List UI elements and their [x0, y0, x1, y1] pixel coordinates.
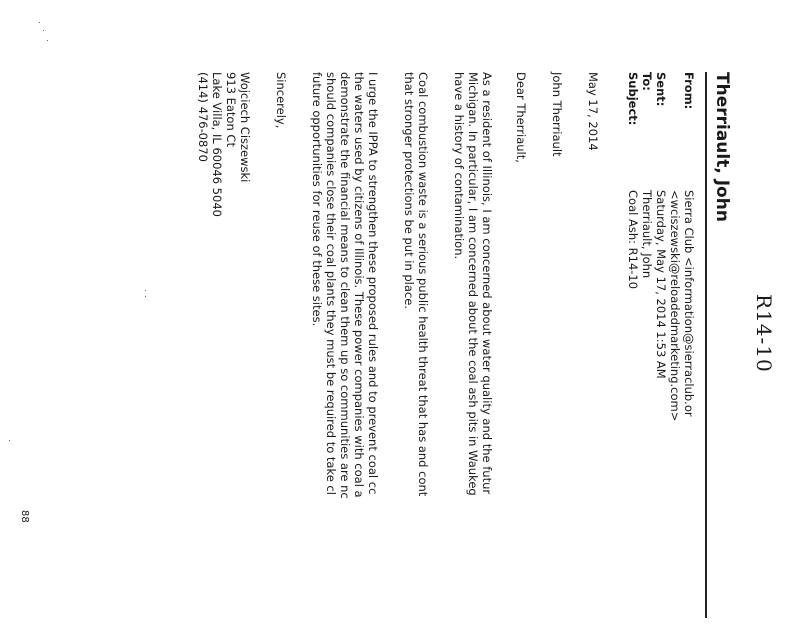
signature-name: Wojciech Ciszewski — [238, 72, 252, 183]
paragraph-1-line: As a resident of Illinois, I am concerned about water quality and the futur — [480, 72, 494, 495]
scan-speck — [145, 296, 146, 297]
header-divider — [705, 72, 707, 618]
sent-value: Saturday, May 17, 2014 1:53 AM — [654, 190, 668, 379]
scan-speck — [47, 40, 48, 41]
sender-name-heading: Therriault, John — [712, 72, 732, 222]
subject-value: Coal Ash: R14-10 — [626, 190, 640, 290]
letter-salutation: Dear Therriault, — [514, 72, 528, 163]
paragraph-1-line: Michigan. In particular, I am concerned about the coal ash pits in Waukeg — [466, 72, 480, 496]
letter-recipient: John Therriault — [550, 72, 564, 157]
scan-speck — [39, 22, 40, 23]
letter-date: May 17, 2014 — [586, 72, 600, 151]
scan-speck — [43, 30, 44, 31]
phone-number: (414) 476-0870 — [196, 72, 210, 162]
paragraph-2-line: that stronger protections be put in place. — [402, 72, 416, 309]
scan-speck — [145, 290, 146, 291]
address-line-1: 913 Eaton Ct — [224, 72, 238, 147]
sent-label: Sent: — [654, 72, 668, 107]
address-line-2: Lake Villa, IL 60046 5040 — [210, 72, 224, 217]
docket-number: R14-10 — [752, 294, 776, 373]
paragraph-3-line: the waters used by citizens of Illinois. These power companies with coal a — [352, 72, 366, 498]
page-number: 88 — [19, 510, 30, 523]
paragraph-2-line: Coal combustion waste is a serious public health threat that has and cont — [416, 72, 430, 497]
letter-closing: Sincerely, — [274, 72, 288, 129]
paragraph-1-line: have a history of contamination. — [452, 72, 466, 260]
from-label: From: — [682, 72, 696, 110]
paragraph-3-line: should companies close their coal plants they must be required to take cl — [324, 72, 338, 495]
to-value: Therriault, John — [640, 190, 654, 279]
paragraph-3-line: I urge the IPPA to strengthen these proposed rules and to prevent coal cc — [366, 72, 380, 495]
to-label: To: — [640, 72, 654, 91]
scan-speck — [9, 440, 10, 441]
paragraph-3-line: demonstrate the financial means to clean them up so communities are nc — [338, 72, 352, 499]
subject-label: Subject: — [626, 72, 640, 126]
from-value: Sierra Club <information@sierraclub.or — [682, 190, 696, 417]
paragraph-3-line: future opportunities for reuse of these sites. — [310, 72, 324, 327]
from-value-email: <wciszewski@reloadedmarketing.com> — [668, 190, 682, 422]
